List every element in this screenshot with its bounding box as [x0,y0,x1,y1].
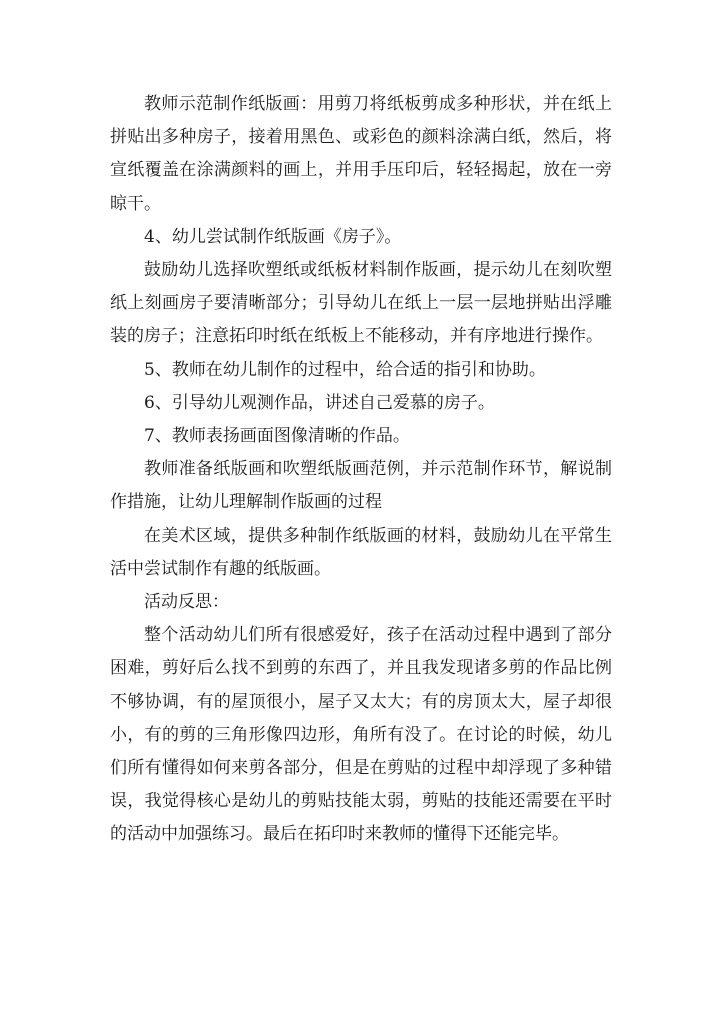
paragraph-encourage: 鼓励幼儿选择吹塑纸或纸板材料制作版画，提示幼儿在刻吹塑纸上刻画房子要清晰部分；引导幼儿在纸上一层一层地拼贴出浮雕装的房子；注意拓印时纸在纸板上不能移动，并有序地进行操作。 [110,260,612,347]
paragraph-reflection: 整个活动幼儿们所有很感爱好，孩子在活动过程中遇到了部分困难，剪好后么找不到剪的东西了，并且我发现诸多剪的作品比例不够协调，有的屋顶很小，屋子又太大；有的房顶太大，屋子却很小，有的剪的三角形像四边形，角所有没了。在讨论的时候，幼儿们所有懂得如何来剪各部分，但是在剪贴的过程中却浮现了多种错误，我觉得核心是幼儿的剪贴技能太弱，剪贴的技能还需要在平时的活动中加强练习。最后在拓印时来教师的懂得下还能完毕。 [110,625,612,845]
document-page [110,88,612,852]
paragraph-step-7: 7、教师表扬画面图像清晰的作品。 [144,426,410,447]
paragraph-preparation: 教师准备纸版画和吹塑纸版画范例，并示范制作环节，解说制作措施，让幼儿理解制作版画的过程 [110,459,612,513]
paragraph-art-area: 在美术区域，提供多种制作纸版画的材料，鼓励幼儿在平常生活中尝试制作有趣的纸版画。 [110,525,612,579]
paragraph-teacher-demo: 教师示范制作纸版画：用剪刀将纸板剪成多种形状，并在纸上拼贴出多种房子，接着用黑色、或彩色的颜料涂满白纸，然后，将宣纸覆盖在涂满颜料的画上，并用手压印后，轻轻揭起，放在一旁晾干。 [110,94,612,214]
paragraph-step-4: 4、幼儿尝试制作纸版画《房子》。 [144,226,402,247]
paragraph-step-6: 6、引导幼儿观测作品，讲述自己爱慕的房子。 [144,392,495,413]
section-heading-reflection: 活动反思： [144,592,229,613]
paragraph-step-5: 5、教师在幼儿制作的过程中，给合适的指引和协助。 [144,359,546,380]
